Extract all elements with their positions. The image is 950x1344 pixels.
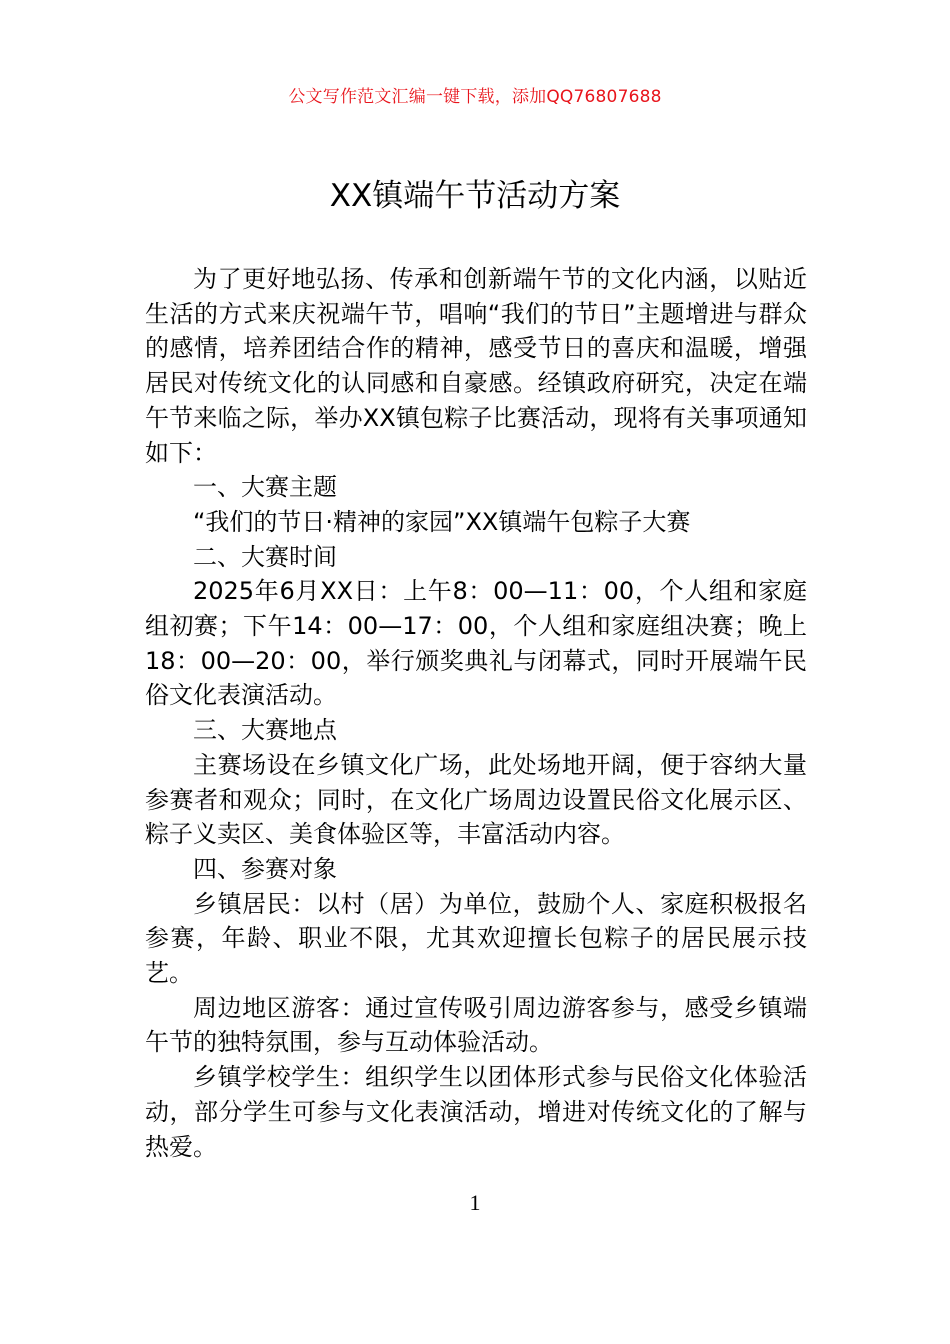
section-heading-location: 三、大赛地点 <box>193 716 337 745</box>
document-body <box>145 262 807 1164</box>
section-heading-time: 二、大赛时间 <box>193 542 337 571</box>
location-paragraph: 主赛场设在乡镇文化广场，此处场地开阔，便于容纳大量参赛者和观众；同时，在文化广场周边设置民俗文化展示区、粽子义卖区、美食体验区等，丰富活动内容。 <box>145 750 807 849</box>
time-paragraph: 2025年6月XX日：上午8：00—11：00，个人组和家庭组初赛；下午14：00—17：00，个人组和家庭组决赛；晚上18：00—20：00，举行颁奖典礼与闭幕式，同时开展端午民俗文化表演活动。 <box>145 577 807 710</box>
intro-paragraph: 为了更好地弘扬、传承和创新端午节的文化内涵，以贴近生活的方式来庆祝端午节，唱响“我们的节日”主题增进与群众的感情，培养团结合作的精神，感受节日的喜庆和温暖，增强居民对传统文化的认同感和自豪感。经镇政府研究，决定在端午节来临之际，举办XX镇包粽子比赛活动，现将有关事项通知如下： <box>145 265 807 467</box>
page-number: 1 <box>469 1190 481 1215</box>
document-title: XX镇端午节活动方案 <box>329 178 621 214</box>
download-notice: 公文写作范文汇编一键下载，添加QQ76807688 <box>288 87 662 107</box>
section-heading-participants: 四、参赛对象 <box>193 854 337 883</box>
participants-students-paragraph: 乡镇学校学生：组织学生以团体形式参与民俗文化体验活动，部分学生可参与文化表演活动，增进对传统文化的了解与热爱。 <box>145 1063 807 1161</box>
theme-paragraph: “我们的节日·精神的家园”XX镇端午包粽子大赛 <box>193 507 691 536</box>
participants-tourists-paragraph: 周边地区游客：通过宣传吸引周边游客参与，感受乡镇端午节的独特氛围，参与互动体验活动。 <box>145 993 807 1057</box>
section-heading-theme: 一、大赛主题 <box>193 473 337 502</box>
participants-residents-paragraph: 乡镇居民：以村（居）为单位，鼓励个人、家庭积极报名参赛，年龄、职业不限，尤其欢迎擅长包粽子的居民展示技艺。 <box>145 889 807 988</box>
